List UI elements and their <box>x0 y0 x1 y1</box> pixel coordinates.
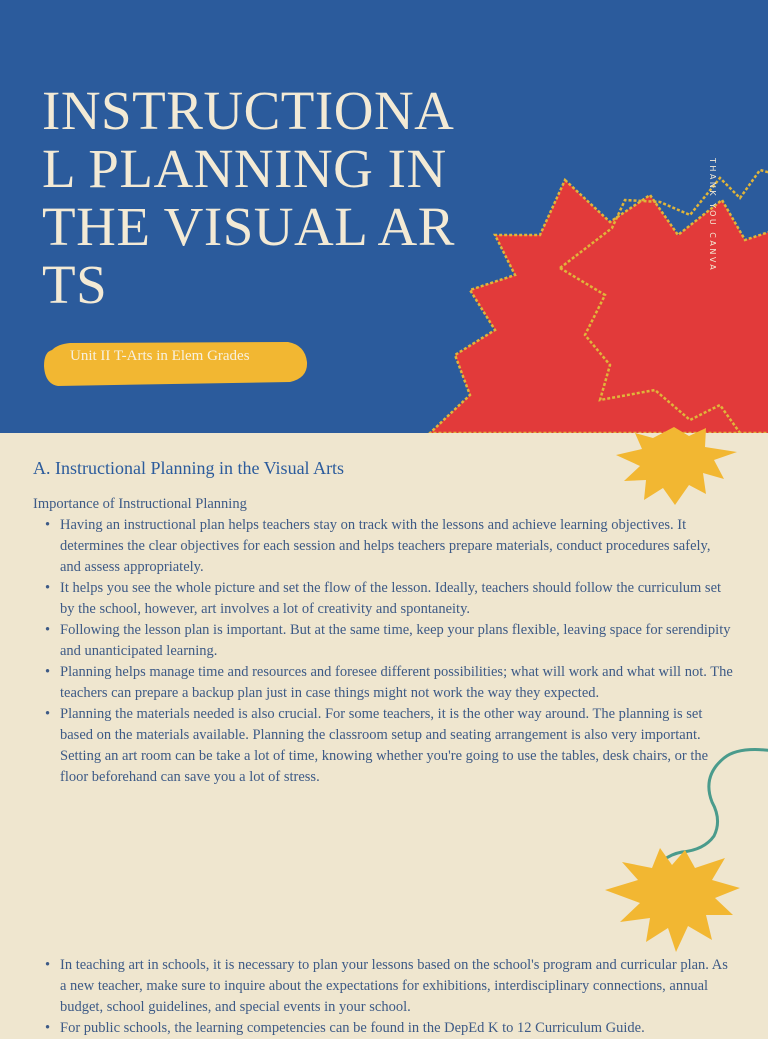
page-title: INSTRUCTIONAL PLANNING IN THE VISUAL ARTS <box>42 80 455 315</box>
bullet-item: • It helps you see the whole picture and set the flow of the lesson. Ideally, teachers should follow the curriculum set by the school, however, art involves a lot of creativity and spontaneity. <box>33 578 733 620</box>
bullet-item: • Having an instructional plan helps teachers stay on track with the lessons and achieve learning objectives. It determines the clear objectives for each session and helps teachers prepare materials, conduct procedures safely, and assess appropriately. <box>33 515 733 578</box>
side-credit-text: THANK YOU CANVA <box>708 158 717 273</box>
bullet-item: • In teaching art in schools, it is necessary to plan your lessons based on the school's program and curricular plan. As a new teacher, make sure to inquire about the expectations for exhibitions, interdisciplinary connections, annual budget, school guidelines, and special events in your school. <box>33 955 733 1018</box>
unit-label: Unit II T-Arts in Elem Grades <box>70 348 250 364</box>
bullet-item: • Planning helps manage time and resources and foresee different possibilities; what will work and what will not. The teachers can prepare a backup plan just in case things might not work the way they expected. <box>33 662 733 704</box>
curriculum-bullet-list <box>33 955 733 1039</box>
bullet-item: • For public schools, the learning competencies can be found in the DepEd K to 12 Curriculum Guide. <box>33 1018 733 1039</box>
bullet-item: • Following the lesson plan is important. But at the same time, keep your plans flexible, leaving space for serendipity and unanticipated learning. <box>33 620 733 662</box>
yellow-burst-bottom <box>605 848 740 952</box>
yellow-burst-top <box>616 427 737 505</box>
importance-bullet-list <box>33 515 733 788</box>
bullet-item: • Planning the materials needed is also crucial. For some teachers, it is the other way around. The planning is set based on the materials available. Planning the classroom setup and seating arrangement is also very important. Setting an art room can be take a lot of time, knowing whether you're going to use the tables, desk chairs, or the floor beforehand can save you a lot of stress. <box>33 704 733 788</box>
section-heading: A. Instructional Planning in the Visual Arts <box>33 458 345 478</box>
section-subheading: Importance of Instructional Planning <box>33 496 247 512</box>
